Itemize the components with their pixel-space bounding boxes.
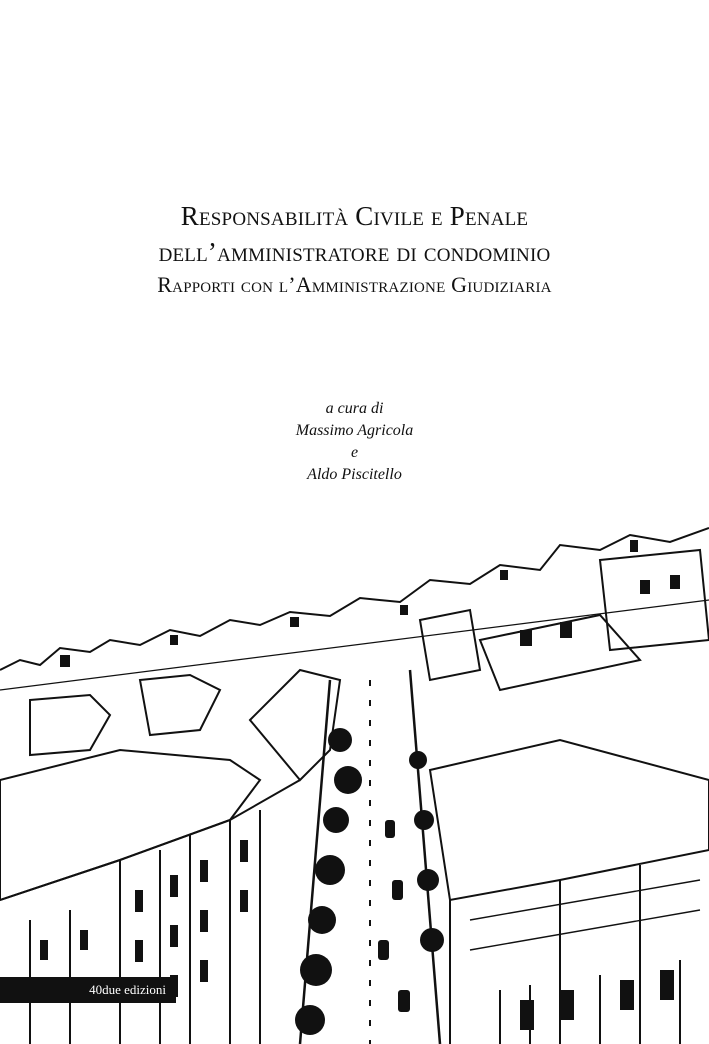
- publisher-label: 40due edizioni: [0, 977, 176, 1003]
- editor-name-2: Aldo Piscitello: [307, 466, 402, 483]
- editors-block: [0, 398, 709, 486]
- city-illustration: [0, 520, 709, 1044]
- editor-name-1: Massimo Agricola: [295, 422, 414, 439]
- editor-conjunction: e: [350, 444, 359, 461]
- title-line-1: Responsabilità Civile e Penale: [180, 201, 529, 231]
- subtitle: Rapporti con l’Amministrazione Giudiziaria: [157, 272, 552, 297]
- curated-by-label: a cura di: [325, 400, 384, 417]
- title-block: [0, 198, 709, 300]
- title-line-2: dell’amministratore di condominio: [158, 237, 551, 267]
